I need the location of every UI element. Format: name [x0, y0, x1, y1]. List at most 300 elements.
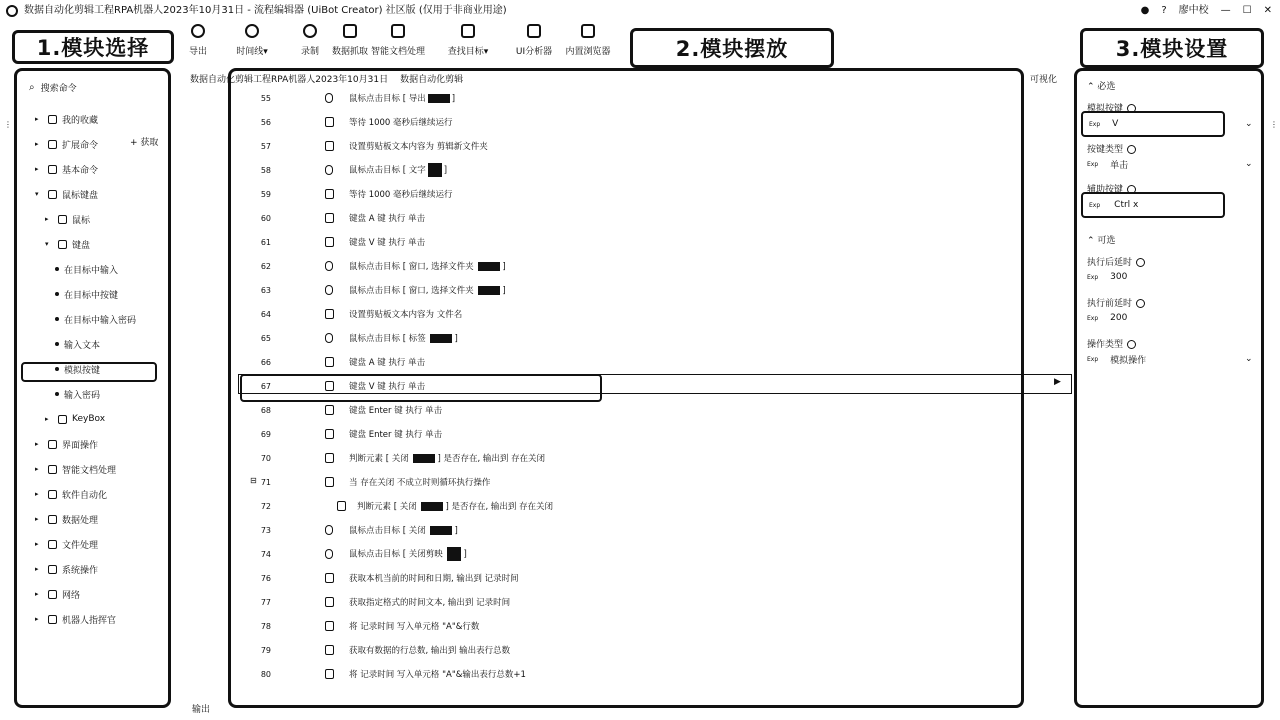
mouse-icon [325, 165, 333, 175]
row-text-end: ] 是否存在, 输出到 存在关闭 [437, 454, 546, 464]
command-panel [14, 68, 171, 708]
bullet-icon [55, 292, 59, 296]
row-text-end: ] [463, 549, 467, 560]
op-kind-label: 操作类型 [1087, 337, 1136, 350]
row-text-main: 判断元素 [ 关闭 [349, 454, 412, 464]
flow-row[interactable] [260, 183, 1076, 205]
toolbar-browser-button[interactable] [560, 24, 616, 64]
exp-badge: Exp [1087, 355, 1099, 363]
line-number: 56 [260, 117, 271, 127]
category-icon [58, 215, 67, 224]
bullet-icon [55, 342, 59, 346]
row-text-main: 键盘 V 键 执行 单击 [349, 382, 426, 392]
delay-before-value: 200 [1110, 313, 1128, 323]
mouse-icon [325, 261, 333, 271]
row-text-main: 键盘 V 键 执行 单击 [349, 238, 426, 248]
delay-after-field[interactable] [1087, 269, 1227, 285]
toolbar-ui-analyzer-button[interactable] [506, 24, 562, 64]
command-icon [325, 357, 334, 367]
flow-row[interactable] [260, 207, 1076, 229]
window-title: 数据自动化剪辑工程RPA机器人2023年10月31日 - 流程编辑器 (UiBot Creator) 社区版 (仅用于非商业用途) [24, 5, 507, 16]
command-tree-item[interactable] [35, 511, 98, 527]
command-tree-label: 数据处理 [62, 515, 99, 526]
line-number: 69 [260, 429, 271, 439]
title-bar [0, 0, 1280, 22]
line-number: 70 [260, 453, 271, 463]
flow-row[interactable] [260, 543, 1076, 565]
optional-section[interactable] [1087, 233, 1115, 246]
caret-icon: ▸ [35, 590, 39, 598]
delay-before-label: 执行前延时 [1087, 296, 1145, 309]
command-tree-label: 智能文档处理 [62, 465, 117, 476]
command-icon [325, 477, 334, 487]
caret-icon: ▸ [35, 490, 39, 498]
minimize-icon[interactable]: — [1220, 5, 1231, 16]
target-thumbnail[interactable] [428, 163, 442, 177]
caret-up-icon: ⌃ [1087, 82, 1095, 92]
row-text [349, 524, 458, 536]
flow-row[interactable] [260, 255, 1076, 277]
mouse-icon [325, 285, 333, 295]
category-icon [48, 440, 57, 449]
line-number: 77 [260, 597, 271, 607]
line-number: 66 [260, 357, 271, 367]
command-tree-label: 界面操作 [62, 440, 99, 451]
row-text [349, 116, 453, 128]
key-value: V [1112, 119, 1119, 129]
line-number: 68 [260, 405, 271, 415]
row-text-main: 鼠标点击目标 [ 关闭 [349, 526, 429, 536]
flow-row[interactable] [260, 279, 1076, 301]
command-tree-label: 基本命令 [62, 165, 99, 176]
row-text-end: ] [502, 286, 506, 296]
ai-doc-icon [391, 24, 405, 38]
toolbar-label: 数据抓取 [331, 47, 368, 57]
row-text [349, 236, 425, 248]
category-icon [48, 190, 57, 199]
app-logo-icon [6, 5, 18, 17]
info-icon [1127, 340, 1136, 349]
visual-toggle[interactable]: 可视化 [1030, 75, 1058, 85]
mouse-icon [325, 549, 333, 559]
command-tree-item[interactable] [35, 161, 98, 177]
toolbar-label: 时间线▾ [236, 47, 268, 57]
command-tree-label: 系统操作 [62, 565, 99, 576]
toolbar-label: 查找目标▾ [447, 47, 489, 57]
flow-row[interactable] [260, 495, 1076, 517]
command-tree-label: 扩展命令 [62, 140, 99, 151]
command-tree-label: 鼠标 [72, 215, 91, 226]
row-text-main: 鼠标点击目标 [ 标签 [349, 334, 429, 344]
command-tree-item[interactable] [45, 211, 90, 227]
op-type-field[interactable] [1087, 156, 1227, 172]
mouse-icon [325, 333, 333, 343]
line-number: 61 [260, 237, 271, 247]
row-text-main: 鼠标点击目标 [ 窗口, 选择文件夹 [349, 286, 477, 296]
command-tree-item[interactable] [35, 486, 107, 502]
mouse-icon [325, 93, 333, 103]
flow-row[interactable] [260, 351, 1076, 373]
flow-row[interactable] [260, 159, 1076, 181]
toolbar-label: 智能文档处理 [370, 47, 425, 57]
row-text [349, 260, 506, 272]
command-icon [325, 117, 334, 127]
caret-icon: ▸ [35, 540, 39, 548]
flow-row[interactable] [260, 639, 1076, 661]
target-thumbnail[interactable] [421, 502, 443, 511]
caret-icon: ▸ [35, 440, 39, 448]
tab-sub-flow[interactable]: 数据自动化剪辑 [400, 75, 464, 85]
output-tab[interactable]: 输出 [192, 705, 211, 715]
annotation-module-select: 1.模块选择 [12, 30, 174, 64]
target-thumbnail[interactable] [447, 547, 461, 561]
row-text-main: 鼠标点击目标 [ 窗口, 选择文件夹 [349, 262, 477, 272]
left-sidebar-toggle-icon[interactable]: ⋮ [4, 120, 12, 129]
row-text [349, 452, 545, 464]
command-tree-item[interactable] [35, 136, 98, 152]
command-tree-item[interactable] [55, 286, 118, 302]
info-icon [1127, 145, 1136, 154]
category-icon [58, 415, 67, 424]
op-type-label: 按键类型 [1087, 142, 1136, 155]
toolbar-label: 内置浏览器 [565, 47, 611, 57]
command-tree-item[interactable] [55, 386, 100, 402]
op-kind-dropdown-icon[interactable]: ⌄ [1245, 354, 1253, 364]
aux-key-label: 辅助按键 [1087, 182, 1136, 195]
ui-analyzer-icon [527, 24, 541, 38]
row-text-end: ] [451, 94, 456, 104]
line-number: 55 [260, 93, 271, 103]
category-icon [58, 240, 67, 249]
exp-badge: Exp [1087, 314, 1099, 322]
row-text [349, 140, 488, 152]
row-text [349, 188, 453, 200]
toolbar-label: UI分析器 [515, 47, 553, 57]
annotation-module-settings: 3.模块设置 [1080, 28, 1264, 68]
line-number: 80 [260, 669, 271, 679]
line-number: 74 [260, 549, 271, 559]
notification-bell-icon[interactable]: ● [1140, 5, 1150, 16]
line-number: 67 [260, 381, 271, 391]
line-number: 79 [260, 645, 271, 655]
flow-row[interactable] [260, 663, 1076, 685]
annotation-module-place: 2.模块摆放 [630, 28, 834, 68]
command-tree-item[interactable] [35, 586, 80, 602]
delay-after-label: 执行后延时 [1087, 255, 1145, 268]
command-icon [325, 621, 334, 631]
op-kind-value: 模拟操作 [1110, 355, 1147, 366]
category-icon [48, 465, 57, 474]
row-text-main: 将 记录时间 写入单元格 "A"&行数 [349, 622, 480, 632]
caret-icon: ▸ [35, 165, 39, 173]
toolbar-label: 录制 [300, 47, 319, 57]
command-tree-item[interactable] [55, 261, 118, 277]
required-label: 必选 [1097, 82, 1116, 92]
line-number: 60 [260, 213, 271, 223]
bullet-icon [55, 317, 59, 321]
command-icon [325, 237, 334, 247]
user-menu[interactable]: 廖中校 [1178, 5, 1209, 16]
toolbar-clock-button[interactable] [224, 24, 280, 64]
category-icon [48, 165, 57, 174]
target-thumbnail[interactable] [430, 526, 452, 535]
line-number: 78 [260, 621, 271, 631]
bullet-icon [55, 267, 59, 271]
get-extension-button[interactable]: + 获取 [130, 138, 159, 148]
row-text [349, 308, 462, 320]
command-search[interactable] [29, 79, 159, 95]
command-tree-item[interactable] [35, 611, 116, 627]
flow-row[interactable] [260, 231, 1076, 253]
command-tree-item[interactable] [35, 461, 116, 477]
row-text-main: 等待 1000 毫秒后继续运行 [349, 118, 453, 128]
command-tree-label: 键盘 [72, 240, 91, 251]
row-text [349, 92, 455, 104]
row-text-main: 键盘 Enter 键 执行 单击 [349, 406, 443, 416]
category-icon [48, 540, 57, 549]
row-text [349, 212, 425, 224]
flow-row[interactable] [260, 471, 1076, 493]
row-text-end: ] [443, 165, 448, 176]
category-icon [48, 115, 57, 124]
caret-icon: ▸ [45, 215, 49, 223]
window-controls [1141, 0, 1272, 22]
command-icon [325, 573, 334, 583]
command-tree-label: 软件自动化 [62, 490, 108, 501]
row-text [357, 500, 553, 512]
key-field[interactable] [1081, 111, 1225, 137]
op-type-value: 单击 [1110, 160, 1129, 171]
command-tree-item[interactable] [55, 311, 136, 327]
line-number: 71 [260, 477, 271, 487]
target-thumbnail[interactable] [413, 454, 435, 463]
row-text-end: ] [502, 262, 506, 272]
info-icon [1136, 299, 1145, 308]
command-tree-item[interactable] [35, 436, 98, 452]
command-tree-label: 在目标中按键 [64, 290, 119, 301]
command-icon [325, 429, 334, 439]
row-text [349, 596, 510, 608]
row-text [349, 644, 510, 656]
properties-panel [1074, 68, 1264, 708]
command-tree-label: 输入文本 [64, 340, 101, 351]
row-text-main: 键盘 Enter 键 执行 单击 [349, 430, 443, 440]
row-text-main: 将 记录时间 写入单元格 "A"&输出表行总数+1 [349, 670, 526, 680]
row-text [349, 332, 458, 344]
target-icon [461, 24, 475, 38]
search-icon: ⌕ [29, 81, 35, 93]
row-text [349, 668, 526, 680]
row-text-main: 键盘 A 键 执行 单击 [349, 214, 426, 224]
flow-row[interactable] [260, 519, 1076, 541]
tab-main-flow[interactable]: 数据自动化剪辑工程RPA机器人2023年10月31日 [190, 75, 389, 85]
target-thumbnail[interactable] [478, 262, 500, 271]
right-sidebar-toggle-icon[interactable]: ⋮ [1270, 120, 1278, 129]
line-number: 76 [260, 573, 271, 583]
command-tree-item[interactable] [35, 186, 98, 202]
run-row-icon[interactable]: ▶ [1054, 377, 1061, 387]
row-text-end: ] [454, 334, 458, 344]
command-icon [325, 669, 334, 679]
caret-icon: ▸ [35, 515, 39, 523]
line-number: 64 [260, 309, 271, 319]
delay-after-value: 300 [1110, 272, 1128, 282]
flow-row[interactable] [260, 399, 1076, 421]
data-scrape-icon [343, 24, 357, 38]
category-icon [48, 590, 57, 599]
command-tree-label: 文件处理 [62, 540, 99, 551]
command-tree-item[interactable] [45, 411, 105, 427]
record-icon [303, 24, 317, 38]
command-icon [325, 141, 334, 151]
caret-icon: ▸ [35, 115, 39, 123]
toolbar-export-button[interactable] [170, 24, 226, 64]
row-text-end: ] 是否存在, 输出到 存在关闭 [445, 502, 554, 512]
command-tree-label: 机器人指挥官 [62, 615, 117, 626]
command-tree-label: 在目标中输入 [64, 265, 119, 276]
category-icon [48, 515, 57, 524]
maximize-icon[interactable]: ☐ [1242, 5, 1252, 16]
row-text-main: 获取本机当前的时间和日期, 输出到 记录时间 [349, 574, 519, 584]
command-tree-item[interactable] [35, 536, 98, 552]
command-tree-item[interactable] [35, 561, 98, 577]
line-number: 57 [260, 141, 271, 151]
row-text [349, 404, 442, 416]
line-number: 58 [260, 165, 271, 175]
op-type-dropdown-icon[interactable]: ⌄ [1245, 159, 1253, 169]
exp-badge: Exp [1087, 160, 1099, 168]
toolbar-label: 导出 [188, 47, 207, 57]
category-icon [48, 565, 57, 574]
flow-row[interactable] [260, 303, 1076, 325]
flow-row[interactable] [260, 591, 1076, 613]
flow-row[interactable] [260, 423, 1076, 445]
category-icon [48, 615, 57, 624]
command-icon [325, 189, 334, 199]
row-text [349, 572, 519, 584]
search-input[interactable]: 搜索命令 [40, 83, 77, 94]
command-icon [325, 453, 334, 463]
op-kind-field[interactable] [1087, 351, 1227, 367]
flow-row[interactable] [260, 615, 1076, 637]
flow-row[interactable] [260, 567, 1076, 589]
command-icon [325, 309, 334, 319]
flow-row[interactable] [260, 447, 1076, 469]
aux-key-field[interactable] [1081, 192, 1225, 218]
row-text-main: 当 存在关闭 不成立时则循环执行操作 [349, 478, 491, 488]
caret-icon: ▾ [35, 190, 39, 198]
export-icon [191, 24, 205, 38]
command-icon [325, 645, 334, 655]
command-tree-label: 在目标中输入密码 [64, 315, 137, 326]
caret-icon: ▸ [35, 465, 39, 473]
command-tree-label: KeyBox [72, 414, 106, 424]
command-tree-item[interactable] [45, 236, 90, 252]
row-text-main: 鼠标点击目标 [ 关闭剪映 [349, 549, 446, 560]
line-number: 59 [260, 189, 271, 199]
row-text [349, 284, 506, 296]
row-text-end: ] [454, 526, 458, 536]
flow-row[interactable] [260, 111, 1076, 133]
row-text-main: 键盘 A 键 执行 单击 [349, 358, 426, 368]
target-thumbnail[interactable] [430, 334, 452, 343]
key-dropdown-icon[interactable]: ⌄ [1245, 119, 1253, 129]
info-icon [1136, 258, 1145, 267]
target-thumbnail[interactable] [478, 286, 500, 295]
row-text-main: 获取有数据的行总数, 输出到 输出表行总数 [349, 646, 511, 656]
row-text [349, 356, 425, 368]
line-number: 72 [260, 501, 271, 511]
category-icon [48, 140, 57, 149]
mouse-icon [325, 525, 333, 535]
close-icon[interactable]: ✕ [1263, 5, 1272, 16]
caret-icon: ▸ [45, 415, 49, 423]
flow-row[interactable] [260, 87, 1076, 109]
caret-icon: ▾ [45, 240, 49, 248]
caret-up-icon: ⌃ [1087, 236, 1095, 246]
caret-icon: ▸ [35, 140, 39, 148]
required-section[interactable] [1087, 79, 1115, 92]
exp-badge: Exp [1087, 273, 1099, 281]
command-tree-label: 输入密码 [64, 390, 101, 401]
line-number: 63 [260, 285, 271, 295]
row-text [349, 620, 479, 632]
key-label: 模拟按键 [1087, 101, 1136, 114]
bullet-icon [55, 392, 59, 396]
row-text [349, 163, 447, 177]
command-tree-label: 网络 [62, 590, 81, 601]
caret-icon: ▸ [35, 615, 39, 623]
line-number: 65 [260, 333, 271, 343]
collapse-loop-icon[interactable]: ⊟ [250, 476, 257, 485]
optional-label: 可选 [1097, 236, 1116, 246]
row-text-main: 鼠标点击目标 [ 文字 [349, 165, 426, 176]
row-text-main: 获取指定格式的时间文本, 输出到 记录时间 [349, 598, 511, 608]
command-tree-item[interactable] [35, 111, 98, 127]
flow-row[interactable] [260, 135, 1076, 157]
row-text [349, 428, 442, 440]
line-number: 62 [260, 261, 271, 271]
caret-icon: ▸ [35, 565, 39, 573]
selected-row-highlight [240, 374, 602, 402]
command-tree-label: 鼠标键盘 [62, 190, 99, 201]
exp-badge: Exp [1089, 120, 1101, 128]
line-number: 73 [260, 525, 271, 535]
row-text-main: 判断元素 [ 关闭 [357, 502, 420, 512]
exp-badge: Exp [1089, 201, 1101, 209]
flow-row[interactable] [260, 327, 1076, 349]
browser-icon [581, 24, 595, 38]
toolbar-ai-doc-button[interactable] [370, 24, 426, 64]
delay-before-field[interactable] [1087, 310, 1227, 326]
row-text-main: 等待 1000 毫秒后继续运行 [349, 190, 453, 200]
command-tree-label: 我的收藏 [62, 115, 99, 126]
command-icon [337, 501, 346, 511]
command-icon [325, 597, 334, 607]
target-thumbnail[interactable] [428, 94, 450, 103]
command-tree-label: 模拟按键 [64, 365, 101, 376]
row-text-main: 设置剪贴板文本内容为 剪辑新文件夹 [349, 142, 488, 152]
category-icon [48, 490, 57, 499]
selected-command-highlight [21, 362, 157, 382]
command-tree-item[interactable] [55, 336, 100, 352]
aux-key-value: Ctrl x [1114, 200, 1139, 210]
toolbar-target-button[interactable] [440, 24, 496, 64]
row-text-main: 设置剪贴板文本内容为 文件名 [349, 310, 463, 320]
row-text-main: 鼠标点击目标 [ 导出 [349, 94, 426, 104]
help-icon[interactable]: ? [1161, 5, 1167, 16]
row-text [349, 547, 467, 561]
